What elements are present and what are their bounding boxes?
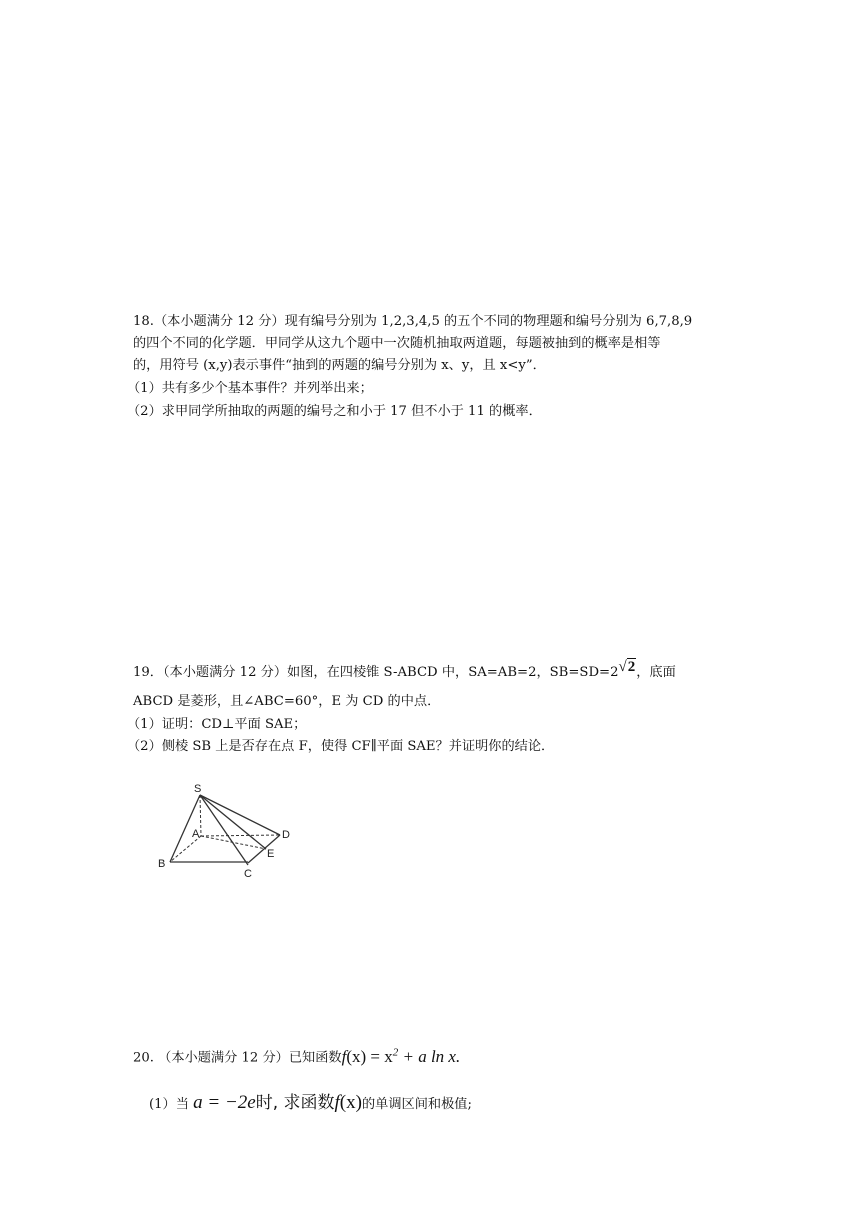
q20-line-1 [133,1043,460,1068]
func-rest: + a ln x. [398,1046,461,1066]
label-e: E [267,848,275,860]
q19-line-1 [133,659,676,682]
q18-line-1: 18.（本小题满分 12 分）现有编号分别为 1,2,3,4,5 的五个不同的物理题和编号分别为 6,7,8,9 [133,314,693,329]
edge-cd [248,835,280,863]
cond-cjk: 时, 求函数 [255,1093,335,1113]
edge-sc [200,795,248,865]
cond-a: a [193,1092,203,1113]
q19-line-2: ABCD 是菱形，且∠ABC=60°，E 为 CD 的中点． [133,694,441,709]
func-f: f [341,1046,347,1066]
function-formula [342,1047,461,1066]
q19-line-1-tail: ，底面 [636,665,676,680]
q19-part-1: （1）证明：CD⊥平面 SAE； [127,717,307,732]
edge-ad-hidden [201,835,280,836]
edge-sa-hidden [200,795,201,836]
sqrt-argument: 2 [627,659,636,675]
q19-part-2: （2）侧棱 SB 上是否存在点 F，使得 CF∥平面 SAE？并证明你的结论． [127,739,555,754]
label-b: B [158,858,166,870]
q20-part-1-prefix: (1）当 [149,1097,189,1112]
q20-part-1 [149,1094,472,1114]
q18-line-2: 的四个不同的化学题．甲同学从这九个题中一次随机抽取两道题，每题被抽到的概率是相等 [133,336,661,351]
q20-intro: 20. （本小题满分 12 分）已知函数 [133,1050,342,1066]
cond-eq: = −2e [202,1092,256,1113]
edge-ae-hidden [201,836,266,849]
cond-arg: (x) [339,1092,362,1113]
q20-part-1-suffix: 的单调区间和极值; [361,1097,472,1112]
edge-se [200,795,266,849]
label-s: S [194,783,202,795]
q19-line-1-text: 19．（本小题满分 12 分）如图，在四棱锥 S-ABCD 中，SA=AB=2，SB=SD=2 [133,665,619,680]
func-eq: = x [366,1046,393,1066]
func-exp: 2 [392,1046,399,1058]
cond-f: f [334,1092,340,1113]
sqrt-two: √2 [618,659,636,675]
edge-sd [200,795,280,835]
func-arg: (x) [346,1046,367,1066]
q18-line-3: 的，用符号 (x,y)表示事件“抽到的两题的编号分别为 x、y，且 x<y”． [133,358,546,373]
label-c: C [244,868,252,879]
pyramid-figure [152,779,302,879]
condition-formula [193,1092,362,1113]
q18-part-2: （2）求甲同学所抽取的两题的编号之和小于 17 但不小于 11 的概率． [127,404,542,419]
q18-part-1: （1）共有多少个基本事件？并列举出来； [127,381,373,396]
label-d: D [282,829,290,841]
label-a: A [192,828,200,840]
